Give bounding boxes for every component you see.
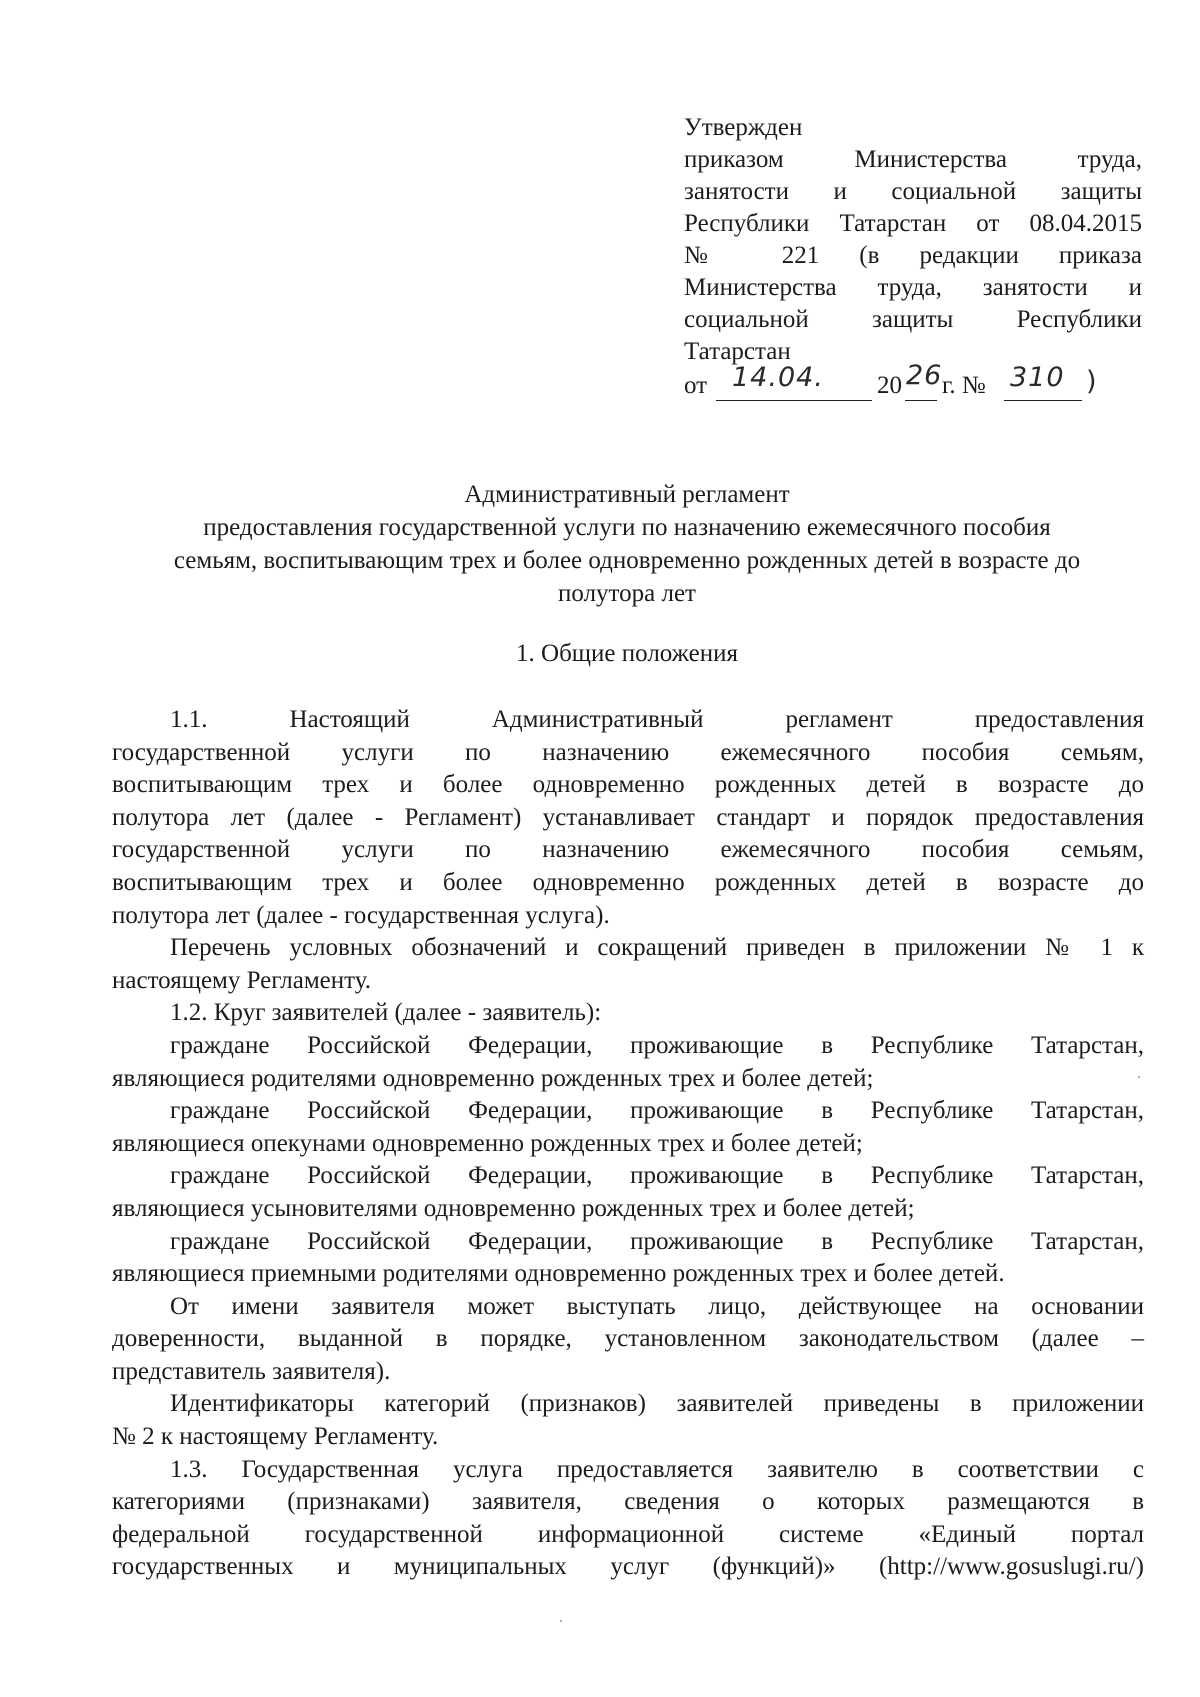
- approval-line-5: № 221 (в редакции приказа: [684, 242, 1142, 269]
- paragraph-line: государственных и муниципальных услуг (функций)» (http://www.gosuslugi.ru/): [112, 1553, 1144, 1581]
- date-prefix: от: [684, 372, 708, 399]
- approval-line-4: Республики Татарстан от 08.04.2015: [684, 210, 1142, 237]
- paragraph-line: федеральной государственной информационной системе «Единый портал: [112, 1520, 1144, 1548]
- approval-block: [684, 112, 1142, 404]
- approval-line-1: Утвержден: [684, 114, 803, 141]
- approval-date-line: [684, 360, 1142, 404]
- document-body: [112, 704, 1144, 1584]
- paragraph-line: представитель заявителя).: [112, 1357, 391, 1385]
- approval-line-6: Министерства труда, занятости и: [684, 274, 1142, 301]
- approval-line-7: социальной защиты Республики: [684, 306, 1142, 333]
- handwritten-year: 26: [906, 360, 943, 391]
- paragraph-line: От имени заявителя может выступать лицо, действующее на основании: [170, 1292, 1144, 1320]
- paragraph-line: граждане Российской Федерации, проживающие в Республике Татарстан,: [170, 1097, 1144, 1125]
- closing-paren: ): [1086, 366, 1098, 397]
- paragraph-line: воспитывающим трех и более одновременно рожденных детей в возрасте до: [112, 771, 1144, 799]
- handwritten-number: 310: [1010, 362, 1065, 393]
- year-underline: [905, 400, 937, 401]
- section-heading: 1. Общие положения: [516, 640, 738, 667]
- paragraph-line: № 2 к настоящему Регламенту.: [112, 1423, 439, 1451]
- document-title: [110, 478, 1144, 610]
- paragraph-line: граждане Российской Федерации, проживающие в Республике Татарстан,: [170, 1227, 1144, 1255]
- number-underline: [1004, 400, 1082, 401]
- paragraph-line: 1.2. Круг заявителей (далее - заявитель):: [170, 999, 602, 1027]
- handwritten-date: 14.04.: [732, 362, 824, 393]
- paragraph-line: государственной услуги по назначению ежемесячного пособия семьям,: [112, 738, 1144, 766]
- approval-line-2: приказом Министерства труда,: [684, 146, 1142, 173]
- paragraph-line: полутора лет (далее - Регламент) устанавливает стандарт и порядок предоставления: [112, 803, 1144, 831]
- paragraph-line: являющиеся приемными родителями одновременно рожденных трех и более детей.: [112, 1260, 1005, 1288]
- paragraph-line: воспитывающим трех и более одновременно рожденных детей в возрасте до: [112, 868, 1144, 896]
- paragraph-line: категориями (признаками) заявителя, сведения о которых размещаются в: [112, 1488, 1144, 1516]
- paragraph-line: граждане Российской Федерации, проживающие в Республике Татарстан,: [170, 1031, 1144, 1059]
- number-prefix: г. №: [942, 372, 986, 399]
- approval-line-3: занятости и социальной защиты: [684, 178, 1142, 205]
- paragraph-line: 1.1. Настоящий Административный регламент предоставления: [170, 706, 1144, 733]
- paragraph-line: государственной услуги по назначению ежемесячного пособия семьям,: [112, 836, 1144, 864]
- paragraph-line: настоящему Регламенту.: [112, 966, 371, 994]
- title-line-4: полутора лет: [558, 580, 696, 607]
- paragraph-line: являющиеся родителями одновременно рожденных трех и более детей;: [112, 1064, 874, 1092]
- title-line-3: семьям, воспитывающим трех и более одновременно рожденных детей в возрасте до: [173, 547, 1081, 574]
- approval-line-8: Татарстан: [684, 338, 791, 365]
- paragraph-line: полутора лет (далее - государственная услуга).: [112, 901, 610, 929]
- scan-speck: [560, 1620, 562, 1622]
- paragraph-line: граждане Российской Федерации, проживающие в Республике Татарстан,: [170, 1162, 1144, 1190]
- paragraph-line: 1.3. Государственная услуга предоставляется заявителю в соответствии с: [170, 1455, 1144, 1483]
- paragraph-line: являющиеся опекунами одновременно рожденных трех и более детей;: [112, 1129, 863, 1157]
- paragraph-line: Перечень условных обозначений и сокращений приведен в приложении № 1 к: [170, 934, 1144, 962]
- paragraph-line: доверенности, выданной в порядке, установленном законодательством (далее –: [112, 1325, 1144, 1353]
- title-line-1: Административный регламент: [464, 481, 790, 508]
- paragraph-line: Идентификаторы категорий (признаков) заявителей приведены в приложении: [170, 1390, 1144, 1418]
- title-line-2: предоставления государственной услуги по назначению ежемесячного пособия: [203, 514, 1051, 541]
- paragraph-line: являющиеся усыновителями одновременно рожденных трех и более детей;: [112, 1194, 915, 1222]
- year-prefix: 20: [877, 372, 902, 399]
- date-underline: [716, 400, 872, 401]
- scan-speck: [1138, 1076, 1140, 1078]
